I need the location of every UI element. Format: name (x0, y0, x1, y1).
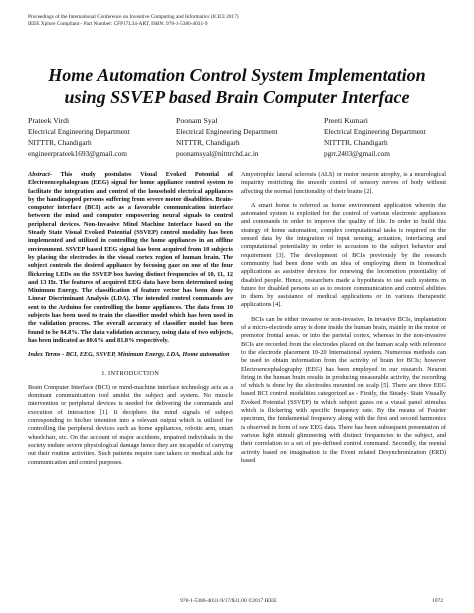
author-1 (28, 115, 130, 159)
abstract-label: Abstract- (28, 171, 52, 178)
author-2 (176, 115, 278, 159)
body-paragraph: A smart home is referred as home environment application wherein the automated system is exploited for the control of various electronic appliances and commands in order to improve the quality of life. In order to build this strategy of home automation, complex computational tasks is required on the sensed data by the integration of input sensing, actuation, interfacing and computational potentiality in order to accustom to the subject behavior and requirement [3]. The development of BCIs previously by the research community had been done with an idea of employing them in biomedical applications as assistive devices for renewing the locomotion potentiality of disabled people. Hence, researchers made a hypothesis to use such systems in future for disabled persons so as to restore communication and control abilities in them by assistance of medical applications or in various therapeutic applications [4]. (241, 201, 446, 309)
paper-title-line2: using SSVEP based Brain Computer Interface (64, 87, 410, 107)
author-institution: NITTTR, Chandigarh (176, 138, 240, 147)
paper-title-line1: Home Automation Control System Implementation (48, 65, 426, 85)
body-paragraph: Amyotrophic lateral sclerosis (ALS) or motor neuron atrophy, is a neurological impairity restricting the smooth control of sensory nerves of body without affecting the normal functionality of their brains [2]. (241, 171, 446, 195)
right-column (241, 171, 446, 469)
author-department: Electrical Engineering Department (28, 127, 130, 136)
conference-header-line1: Proceedings of the International Conference on Inventive Computing and Informatics (ICICI 2017) (28, 14, 239, 20)
paper-title (0, 64, 474, 108)
author-name: Preeti Kumari (324, 116, 368, 125)
page-number: 1072 (432, 598, 443, 604)
author-email[interactable]: engineerprateek1693@gmail.com (28, 149, 127, 158)
body-paragraph: Brain Computer Interface (BCI) or mind-machine interface technology acts as a dominant communication tool amidst the subject and system. No muscle intervention or peripheral devices is needed for delivering the commands and execution of interaction [1]. It deciphers the mind signals of subject corresponding to his/her intention into a relevant output which is utilized for controlling the peripheral devices such as home appliances, robotic arm, smart wheelchair, etc. On the account of major accidents, impaired individuals in the society endure severe physiological damage hence they are incapable of carrying out their routine activities. Such patients require care takers or medical aids for communication and control purposes. (28, 383, 233, 466)
author-institution: NITTTR, Chandigarh (324, 138, 388, 147)
author-institution: NITTTR, Chandigarh (28, 138, 92, 147)
author-email[interactable]: poonamsyal@nitttrchd.ac.in (176, 149, 259, 158)
left-column (28, 171, 233, 471)
section-heading-introduction: I. INTRODUCTION (101, 369, 160, 377)
author-3 (324, 115, 426, 159)
abstract-text: This study postulates Visual Evoked Potential of Electroencephalogram (EEG) signal for home appliance control system to facilitate the integration and control of the household electrical appliances by the handicapped persons suffering from severe motor disabilities. Brain-computer interface (BCI) acts as a favorable communication interface between the mind and computer empowering neural signals to control peripheral devices. Non-Invasive Mind Machine Interface based on the Steady State Visual Evoked Potential (SSVEP) control modality has been implemented and utilized in controlling the home appliances in an offline environment. SSVEP based EEG signal has been acquired from 10 subjects by placing the electrodes in the visual cortex region of human brain. The subject controls the desired appliance by focusing gaze on one of the four flickering LEDs on the SSVEP box having distinct frequencies of 10, 11, 12 and 13 Hz. The features of acquired EEG data have been determined using Minimum Energy. The classification of feature vector has been done by Linear Discriminant Analysis (LDA). The intended control commands are sent to the Arduino for controlling the home appliances. The data from 10 subjects has been used to train the classifier model which has been used in the validation process. The overall accuracy of classifier model has been found to be 84.8%. The data validation accuracy, using data of two subjects, has been indicated as 80.6% and 81.8% respectively. (28, 171, 233, 344)
author-department: Electrical Engineering Department (176, 127, 278, 136)
author-name: Poonam Syal (176, 116, 218, 125)
author-name: Prateek Virdi (28, 116, 70, 125)
index-terms: Index Terms - BCI, EEG, SSVEP, Minimum Energy, LDA, Home automation (28, 351, 230, 359)
footer-isbn: 978-1-5386-4031-9/17/$31.00 ©2017 IEEE (180, 598, 277, 604)
author-email[interactable]: pgrr.2403@gmail.com (324, 149, 390, 158)
conference-header (28, 14, 239, 28)
body-paragraph: BCIs can be either invasive or non-invasive. In invasive BCIs, implantation of a micro-electrode array is done inside the human brain, mainly in the motor or premotor frontal areas. or into the parietal cortex, whereas in the non-invasive BCIs are recorded from the electrodes placed on the human scalp with reference to the electrode placement 10-20 International system. Numerous methods can be used to obtain information from the activity of brain for BCIs; however Electroencephalography (EEG) has been employed in our research. Neuron firing in the human brain results in producing measurable activity, the recording of which is done by the electrodes mounted on scalp [5]. There are three EEG based BCI control modalities categorized as - Firstly, the Steady- State Visually Evoked Potential (SSVEP) in which subject gazes on a visual panel stimulus which is flickering with specific frequency rate. By the means of Fourier spectrum, the fundamental frequency along with the first and second harmonics is observed in form of raw EEG data. There has been subsequent presentation of various light stimuli glimmering with distinct frequencies to the subject, and their correlation to a set of pre-defined control command. Secondly, the mental activity based on imagination is the Event related Desynchronization (ERD) based (241, 315, 446, 464)
abstract (28, 171, 233, 345)
conference-header-line2: IEEE Xplore Compliant - Part Number: CFP17L34-ART, ISBN: 978-1-5386-4031-9 (28, 21, 208, 27)
author-department: Electrical Engineering Department (324, 127, 426, 136)
